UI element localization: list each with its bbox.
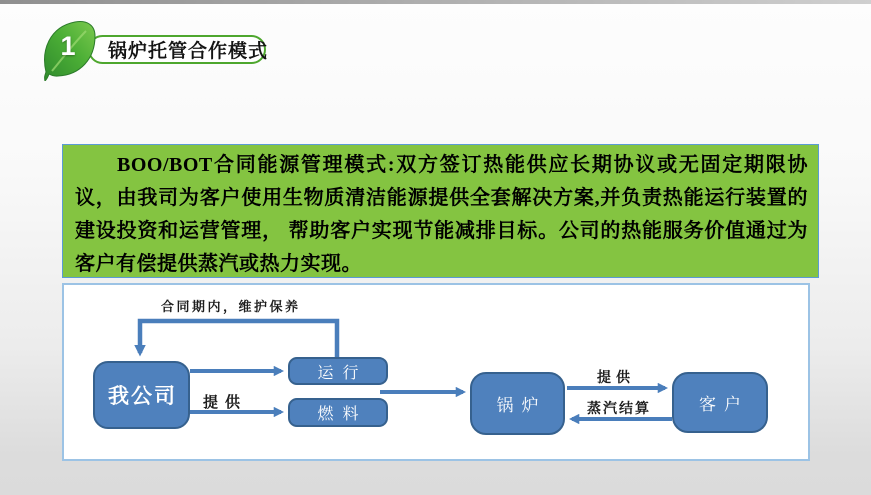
label-maintenance: 合同期内，维护保养 xyxy=(161,299,301,314)
summary-box xyxy=(62,144,819,278)
label-provide-fuel: 提供 xyxy=(203,395,248,411)
leaf-icon xyxy=(42,17,100,81)
page-title: 锅炉托管合作模式 xyxy=(108,41,269,62)
section-number: 1 xyxy=(60,31,76,61)
arrow-operation-to-company-maintenance xyxy=(140,321,337,357)
node-operation: 运行 xyxy=(288,357,388,385)
node-company: 我公司 xyxy=(93,361,190,429)
node-boiler: 锅炉 xyxy=(470,372,565,435)
label-provide-steam: 提供 xyxy=(597,371,635,386)
section-title-pill xyxy=(88,35,269,64)
node-fuel: 燃料 xyxy=(288,398,388,427)
label-steam-settlement: 蒸汽结算 xyxy=(587,402,651,417)
window-top-edge xyxy=(0,0,871,4)
node-customer: 客户 xyxy=(672,372,768,433)
summary-text: BOO/BOT合同能源管理模式:双方签订热能供应长期协议或无固定期限协议，由我司为客户使用生物质清洁能源提供全套解决方案,并负责热能运行装置的建设投资和运营管理， 帮助客户实现节能减排目标。公司的热能服务价值通过为客户有偿提供蒸汽或热力实现。 xyxy=(75,154,808,275)
